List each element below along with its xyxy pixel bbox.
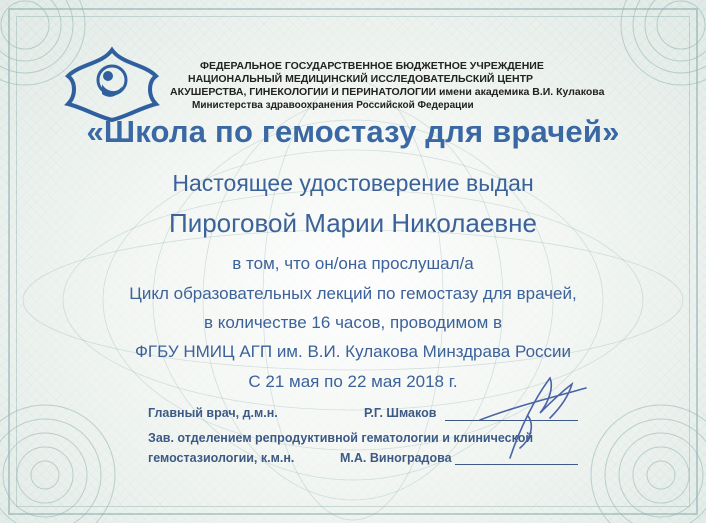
body-line: в том, что он/она прослушал/а [232, 254, 474, 273]
institution-header [170, 60, 605, 112]
handwritten-signature-icon [440, 358, 590, 468]
corner-rosette-bottom-left [0, 400, 120, 523]
mother-and-child-emblem-icon [62, 46, 162, 122]
signatory-1-name: Р.Г. Шмаков [364, 406, 437, 420]
header-line: ФЕДЕРАЛЬНОЕ ГОСУДАРСТВЕННОЕ БЮДЖЕТНОЕ УЧРЕЖДЕНИЕ [200, 60, 544, 72]
corner-rosette-top-right [616, 0, 706, 90]
header-line: АКУШЕРСТВА, ГИНЕКОЛОГИИ И ПЕРИНАТОЛОГИИ имени академика В.И. Кулакова [170, 86, 605, 98]
body-line: Цикл образовательных лекций по гемостазу для врачей, [129, 284, 577, 303]
header-line: НАЦИОНАЛЬНЫЙ МЕДИЦИНСКИЙ ИССЛЕДОВАТЕЛЬСКИЙ ЦЕНТР [188, 73, 533, 85]
header-line: Министерства здравоохранения Российской Федерации [192, 100, 474, 111]
body-line: ФГБУ НМИЦ АГП им. В.И. Кулакова Минздрава России [134, 342, 572, 361]
course-dates: С 21 мая по 22 мая 2018 г. [248, 372, 458, 391]
recipient-name: Пироговой Марии Николаевне [169, 208, 537, 238]
corner-rosette-bottom-right [586, 400, 706, 523]
body-line: в количестве 16 часов, проводимом в [203, 313, 503, 332]
signatory-2-name: М.А. Виноградова [340, 451, 452, 465]
signatory-1-title: Главный врач, д.м.н. [148, 406, 278, 420]
certificate-title: «Школа по гемостазу для врачей» [86, 114, 620, 149]
intro-text: Настоящее удостоверение выдан [172, 170, 534, 196]
signatory-2-title-line2: гемостазиологии, к.м.н. [148, 451, 295, 465]
signatory-2-title-line1: Зав. отделением репродуктивной гематологии и клинической [148, 431, 534, 445]
